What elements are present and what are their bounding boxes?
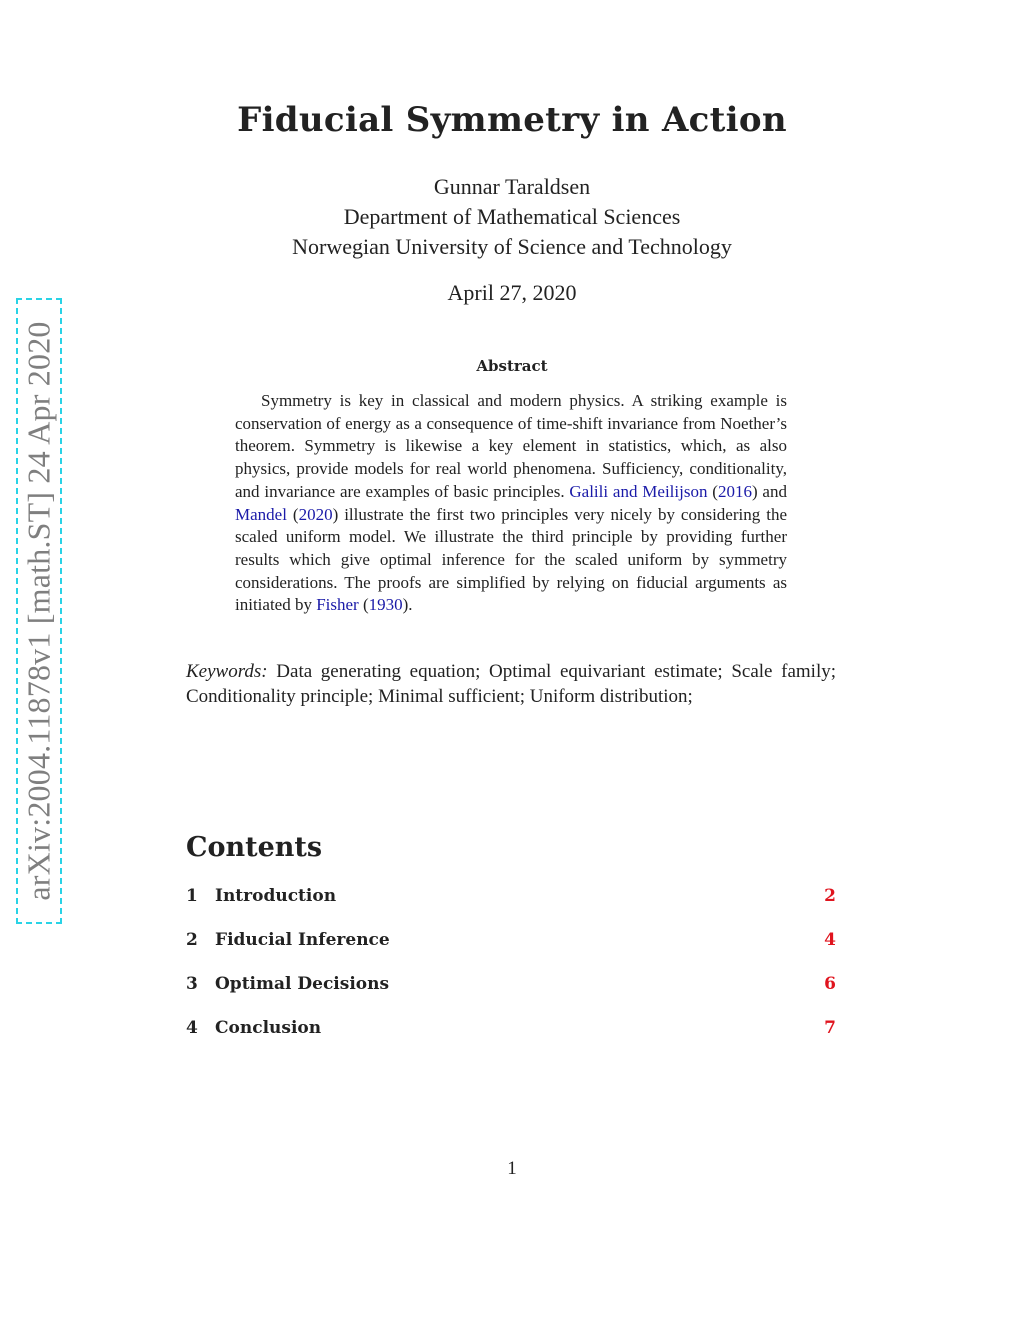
arxiv-identifier: arXiv:2004.11878v1 [math.ST] 24 Apr 2020 [20, 321, 57, 901]
abstract-body [235, 390, 787, 617]
contents-heading: Contents [186, 832, 323, 863]
toc-item-title[interactable]: Optimal Decisions [215, 974, 390, 994]
paper-title: Fiducial Symmetry in Action [237, 100, 787, 140]
abstract-text-2: ) illustrate the first two principles very nicely by considering the scaled uniform model. We illustrate the third principle by providing further results which give optimal inference for the scaled uniform by symmetry considerations. The proofs are simplified by relying on fiducial arguments as initiated by [235, 504, 787, 615]
toc-item-page[interactable]: 6 [824, 974, 836, 994]
author-name: Gunnar Taraldsen [433, 174, 591, 199]
author-institution: Norwegian University of Science and Technology [292, 234, 732, 259]
toc-item-number: 1 [186, 886, 198, 906]
keywords-text: Data generating equation; Optimal equivariant estimate; Scale family; Conditionality principle; Minimal sufficient; Uniform distribution; [186, 661, 836, 707]
toc-item-conclusion[interactable] [186, 1015, 836, 1059]
citation-galili-meilijson[interactable]: Galili and Meilijson [569, 481, 708, 501]
toc-item-page[interactable]: 7 [824, 1018, 836, 1038]
cite-2-open: ( [286, 504, 299, 524]
toc-item-fiducial-inference[interactable] [186, 927, 836, 971]
cite-1-open: ( [707, 481, 718, 501]
abstract-heading: Abstract [476, 357, 548, 375]
cite-1-close-and: ) and [751, 481, 787, 501]
toc-item-title[interactable]: Introduction [215, 886, 337, 906]
toc-item-number: 2 [186, 930, 198, 950]
author-department: Department of Mathematical Sciences [343, 204, 681, 229]
arxiv-stamp[interactable] [16, 298, 62, 924]
cite-3-open: ( [358, 595, 369, 615]
abstract-text-1: Symmetry is key in classical and modern physics. A striking example is conservation of energy as a consequence of time-shift invariance from Noether’s theorem. Symmetry is likewise a key element in statistics, which, as also physics, provide models for real world phenomena. Sufficiency, conditionality, and invariance are examples of basic principles. [235, 391, 787, 501]
toc-item-title[interactable]: Fiducial Inference [215, 930, 390, 950]
toc-item-introduction[interactable] [186, 883, 836, 927]
abstract-text-3: ). [402, 595, 413, 615]
toc-item-number: 3 [186, 974, 198, 994]
citation-mandel[interactable]: Mandel [235, 504, 287, 524]
toc-item-optimal-decisions[interactable] [186, 971, 836, 1015]
toc-item-page[interactable]: 2 [824, 886, 836, 906]
toc-item-title[interactable]: Conclusion [215, 1018, 322, 1038]
citation-fisher[interactable]: Fisher [316, 595, 359, 615]
keywords-label: Keywords: [186, 661, 268, 682]
paper-date: April 27, 2020 [447, 280, 577, 305]
citation-fisher-year[interactable]: 1930 [368, 595, 403, 615]
citation-mandel-year[interactable]: 2020 [298, 504, 333, 524]
keywords [186, 659, 836, 709]
author-block [0, 172, 1024, 262]
table-of-contents [186, 883, 836, 1059]
page-number: 1 [507, 1158, 517, 1179]
toc-item-number: 4 [186, 1018, 198, 1038]
toc-item-page[interactable]: 4 [824, 930, 836, 950]
citation-galili-meilijson-year[interactable]: 2016 [717, 481, 752, 501]
